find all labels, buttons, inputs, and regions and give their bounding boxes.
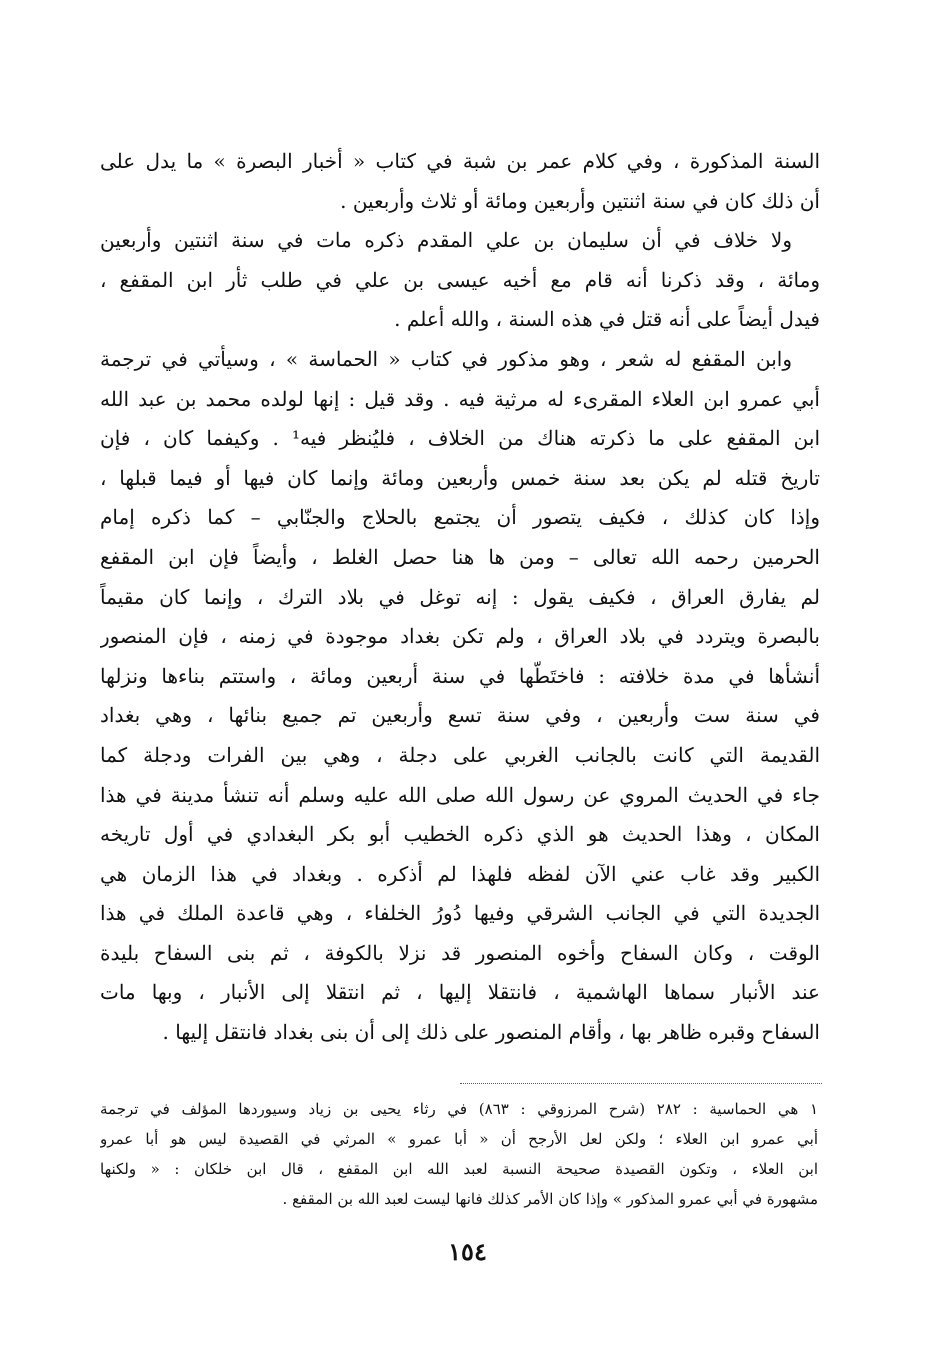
body-line-7: أبي عمرو ابن العلاء المقرىء له مرثية فيه . وقد قيل : إنها لولده محمد بن عبد الله [100, 386, 820, 411]
footnote-line-4: مشهورة في أبي عمرو المذكور » وإذا كان الأمر كذلك فانها ليست لعبد الله بن المقفع . [282, 1190, 818, 1208]
body-line-16: القديمة التي كانت بالجانب الغربي على دجلة ، وهي بين الفرات ودجلة كما [100, 742, 820, 767]
body-line-15: في سنة ست وأربعين ، وفي سنة تسع وأربعين تم جميع بنائها ، وهي بغداد [100, 703, 820, 728]
body-line-6: وابن المقفع له شعر ، وهو مذكور في كتاب « الحماسة » ، وسيأتي في ترجمة [100, 346, 792, 371]
body-line-14: أنشأها في مدة خلافته : فاختَطّها في سنة أربعين ومائة ، واستتم بناءها ونزلها [100, 663, 820, 688]
footnote-separator [460, 1083, 822, 1084]
body-line-1: السنة المذكورة ، وفي كلام عمر بن شبة في كتاب « أخبار البصرة » ما يدل على [100, 149, 820, 173]
body-line-5: فيدل أيضاً على أنه قتل في هذه السنة ، والله أعلم . [394, 307, 820, 332]
body-line-2: أن ذلك كان في سنة اثنتين وأربعين ومائة أو ثلاث وأربعين . [340, 188, 820, 213]
body-line-18: المكان ، وهذا الحديث هو الذي ذكره الخطيب أبو بكر البغدادي في أول تاريخه [100, 822, 820, 847]
body-line-20: الجديدة التي في الجانب الشرقي وفيها دُورُ الخلفاء ، وهي قاعدة الملك في هذا [100, 901, 820, 926]
footnote-line-2: أبي عمرو ابن العلاء ؛ ولكن لعل الأرجح أن « أبا عمرو » المرثي في القصيدة ليس هو أبا عمرو [100, 1130, 818, 1148]
body-line-13: بالبصرة ويتردد في بلاد العراق ، ولم تكن بغداد موجودة في زمنه ، فإن المنصور [100, 624, 820, 649]
footnotes [100, 1094, 818, 1214]
body-line-4: ومائة ، وقد ذكرنا أنه قام مع أخيه عيسى بن علي في طلب ثأر ابن المقفع ، [100, 267, 820, 292]
body-line-17: جاء في الحديث المروي عن رسول الله صلى الله عليه وسلم أنه تنشأ مدينة في هذا [100, 782, 820, 807]
body-text [100, 142, 820, 1053]
footnote-line-1: ١ هي الحماسية : ٢٨٢ (شرح المرزوقي : ٨٦٣) في رثاء يحيى بن زياد وسيوردها المؤلف في ترجمة [100, 1100, 818, 1118]
body-line-10: وإذا كان كذلك ، فكيف يتصور أن يجتمع بالحلاج والجنّابي – كما ذكره إمام [100, 505, 820, 530]
body-line-3: ولا خلاف في أن سليمان بن علي المقدم ذكره مات في سنة اثنتين وأربعين [100, 228, 792, 253]
body-line-22: عند الأنبار سماها الهاشمية ، فانتقلا إليها ، ثم انتقلا إلى الأنبار ، وبها مات [100, 980, 820, 1005]
body-line-12: لم يفارق العراق ، فكيف يقول : إنه توغل في بلاد الترك ، وإنما كان مقيماً [100, 584, 820, 609]
body-line-8: ابن المقفع على ما ذكرته هناك من الخلاف ، فليُنظر فيه¹ . وكيفما كان ، فإن [100, 426, 820, 451]
body-line-19: الكبير وقد غاب عني الآن لفظه فلهذا لم أذكره . وبغداد في هذا الزمان هي [100, 861, 820, 886]
body-line-9: تاريخ قتله لم يكن بعد سنة خمس وأربعين ومائة وإنما كان فيها أو فيما قبلها ، [100, 465, 820, 490]
page-number: ١٥٤ [448, 1237, 487, 1266]
body-line-11: الحرمين رحمه الله تعالى – ومن ها هنا حصل الغلط ، وأيضاً فإن ابن المقفع [100, 544, 820, 569]
body-line-21: الوقت ، وكان السفاح وأخوه المنصور قد نزلا بالكوفة ، ثم بنى السفاح بليدة [100, 940, 820, 965]
footnote-line-3: ابن العلاء ، وتكون القصيدة صحيحة النسبة لعبد الله ابن المقفع ، قال ابن خلكان : « ولكنها [100, 1160, 818, 1178]
body-line-23: السفاح وقبره ظاهر بها ، وأقام المنصور على ذلك إلى أن بنى بغداد فانتقل إليها . [162, 1020, 820, 1045]
